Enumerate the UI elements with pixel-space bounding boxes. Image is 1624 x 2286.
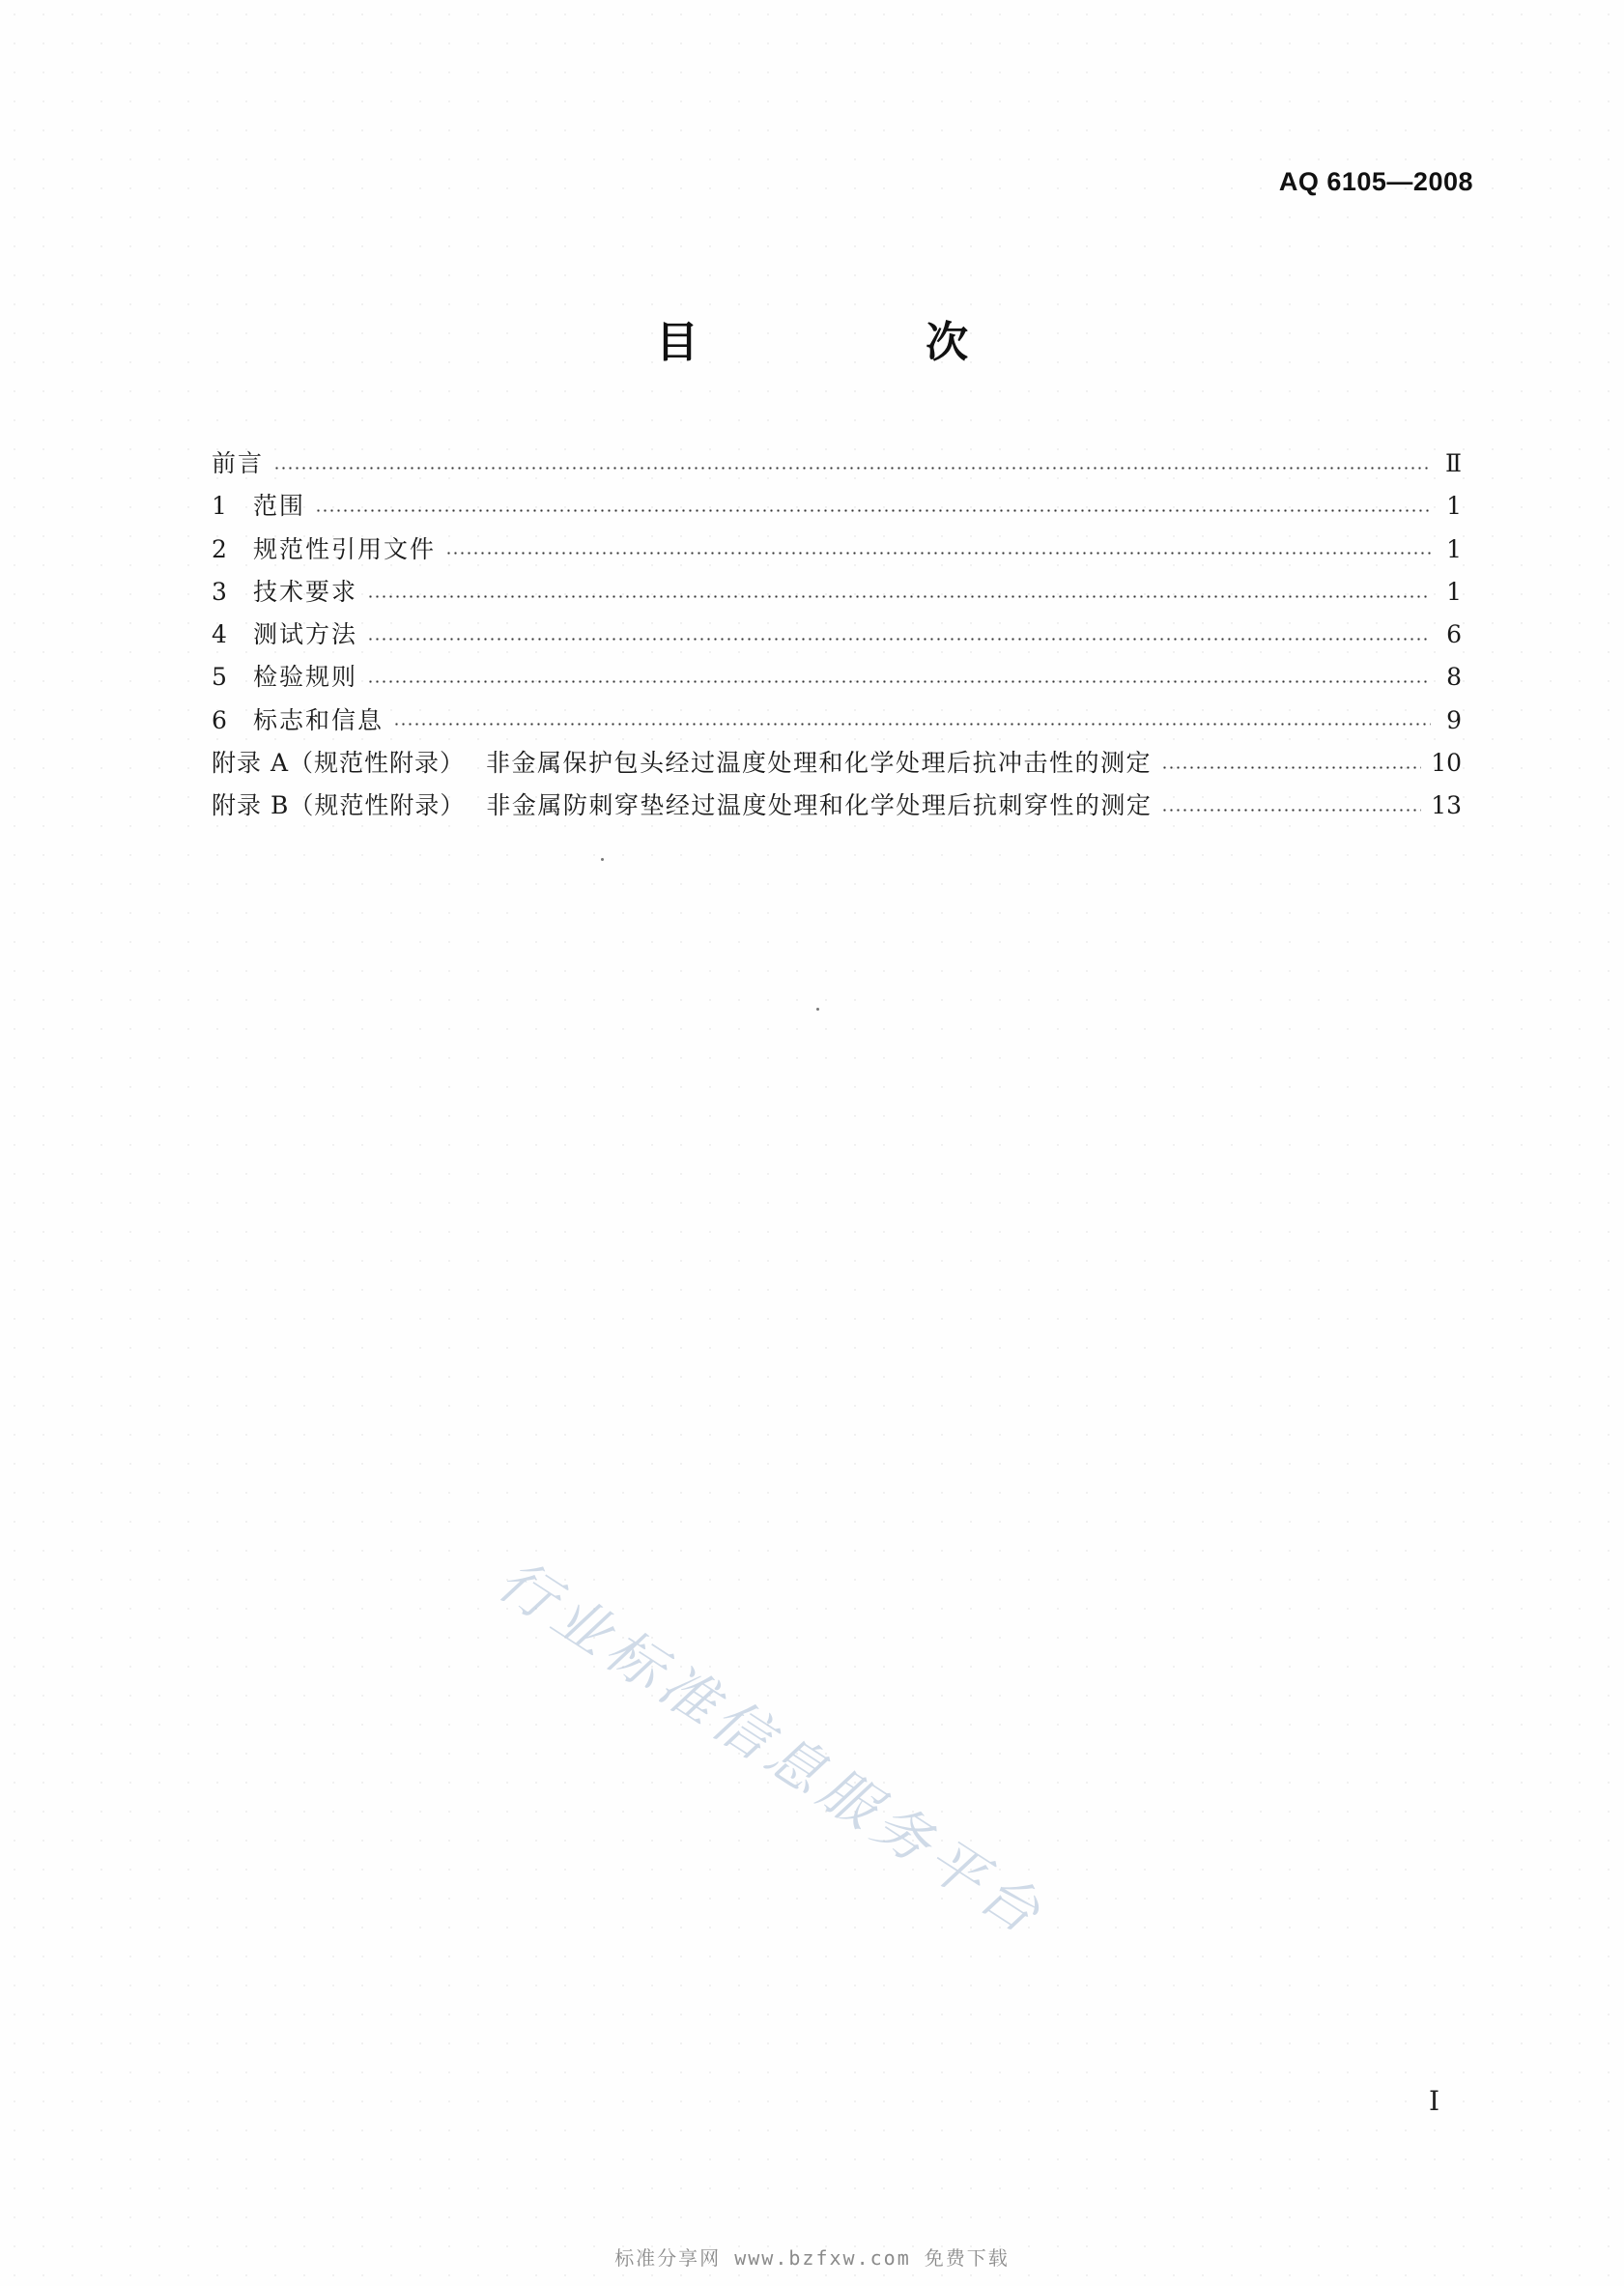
- toc-leader-dots: [1161, 809, 1421, 812]
- appendix-heading: 附录 B（规范性附录）: [212, 791, 466, 820]
- toc-leader-dots: [367, 595, 1431, 598]
- toc-entry-1[interactable]: [212, 485, 1462, 528]
- toc-entry-6[interactable]: [212, 700, 1462, 742]
- toc-entry-number: 6: [212, 705, 227, 734]
- toc-leader-dots: [393, 723, 1431, 726]
- footer-source[interactable]: 标准分享网 www.bzfxw.com 免费下载: [614, 2246, 1010, 2270]
- toc-entry-title: 检验规则: [253, 663, 358, 692]
- toc-entry-number: 2: [212, 534, 227, 563]
- toc-page-number: 13: [1431, 791, 1462, 820]
- toc-page-number: Ⅱ: [1445, 449, 1462, 477]
- appendix-title: 非金属防刺穿垫经过温度处理和化学处理后抗刺穿性的测定: [486, 791, 1153, 820]
- toc-leader-dots: [367, 638, 1431, 641]
- watermark-text: 行业标准信息服务平台: [486, 1546, 1058, 1950]
- toc-page-number: 6: [1446, 620, 1462, 649]
- toc-page-number: 1: [1446, 534, 1462, 563]
- appendix-heading: 附录 A（规范性附录）: [212, 749, 466, 778]
- toc-entry-number: 5: [212, 663, 227, 692]
- toc-entry-foreword[interactable]: [212, 443, 1462, 485]
- toc-entry-2[interactable]: [212, 529, 1462, 571]
- toc-entry-appendix-a[interactable]: [212, 742, 1462, 785]
- toc-entry-number: 3: [212, 577, 227, 606]
- toc-page-number: 1: [1446, 492, 1462, 521]
- toc-appendix-text: [212, 742, 1152, 785]
- toc-page-number: 1: [1446, 577, 1462, 606]
- toc-leader-dots: [445, 552, 1431, 555]
- toc-leader-dots: [273, 467, 1431, 470]
- toc-page-number: 10: [1431, 749, 1462, 778]
- toc-entry-3[interactable]: [212, 571, 1462, 614]
- toc-entry-title: 范围: [253, 492, 306, 521]
- toc-appendix-text: [212, 785, 1152, 827]
- toc-entry-title: 前言: [212, 449, 265, 477]
- toc-page-number: 9: [1446, 705, 1462, 734]
- toc-title: 目 次: [655, 318, 1075, 367]
- toc-page-number: 8: [1446, 663, 1462, 692]
- toc-entry-4[interactable]: [212, 614, 1462, 656]
- toc-entry-number: 1: [212, 492, 227, 521]
- toc-entry-appendix-b[interactable]: [212, 785, 1462, 827]
- scan-speck: [601, 858, 604, 861]
- standard-code: AQ 6105—2008: [1278, 167, 1473, 196]
- toc-leader-dots: [1161, 766, 1421, 769]
- page-number: Ⅰ: [1429, 2085, 1440, 2117]
- toc-entry-title: 测试方法: [253, 620, 358, 649]
- appendix-title: 非金属保护包头经过温度处理和化学处理后抗冲击性的测定: [486, 749, 1153, 778]
- toc-entry-title: 标志和信息: [253, 705, 385, 734]
- toc-leader-dots: [315, 509, 1431, 512]
- table-of-contents: [212, 443, 1462, 828]
- toc-leader-dots: [367, 680, 1431, 683]
- toc-entry-title: 规范性引用文件: [253, 534, 437, 563]
- toc-entry-5[interactable]: [212, 656, 1462, 699]
- toc-entry-title: 技术要求: [253, 577, 358, 606]
- scan-speck: [816, 1008, 819, 1011]
- toc-entry-number: 4: [212, 620, 227, 649]
